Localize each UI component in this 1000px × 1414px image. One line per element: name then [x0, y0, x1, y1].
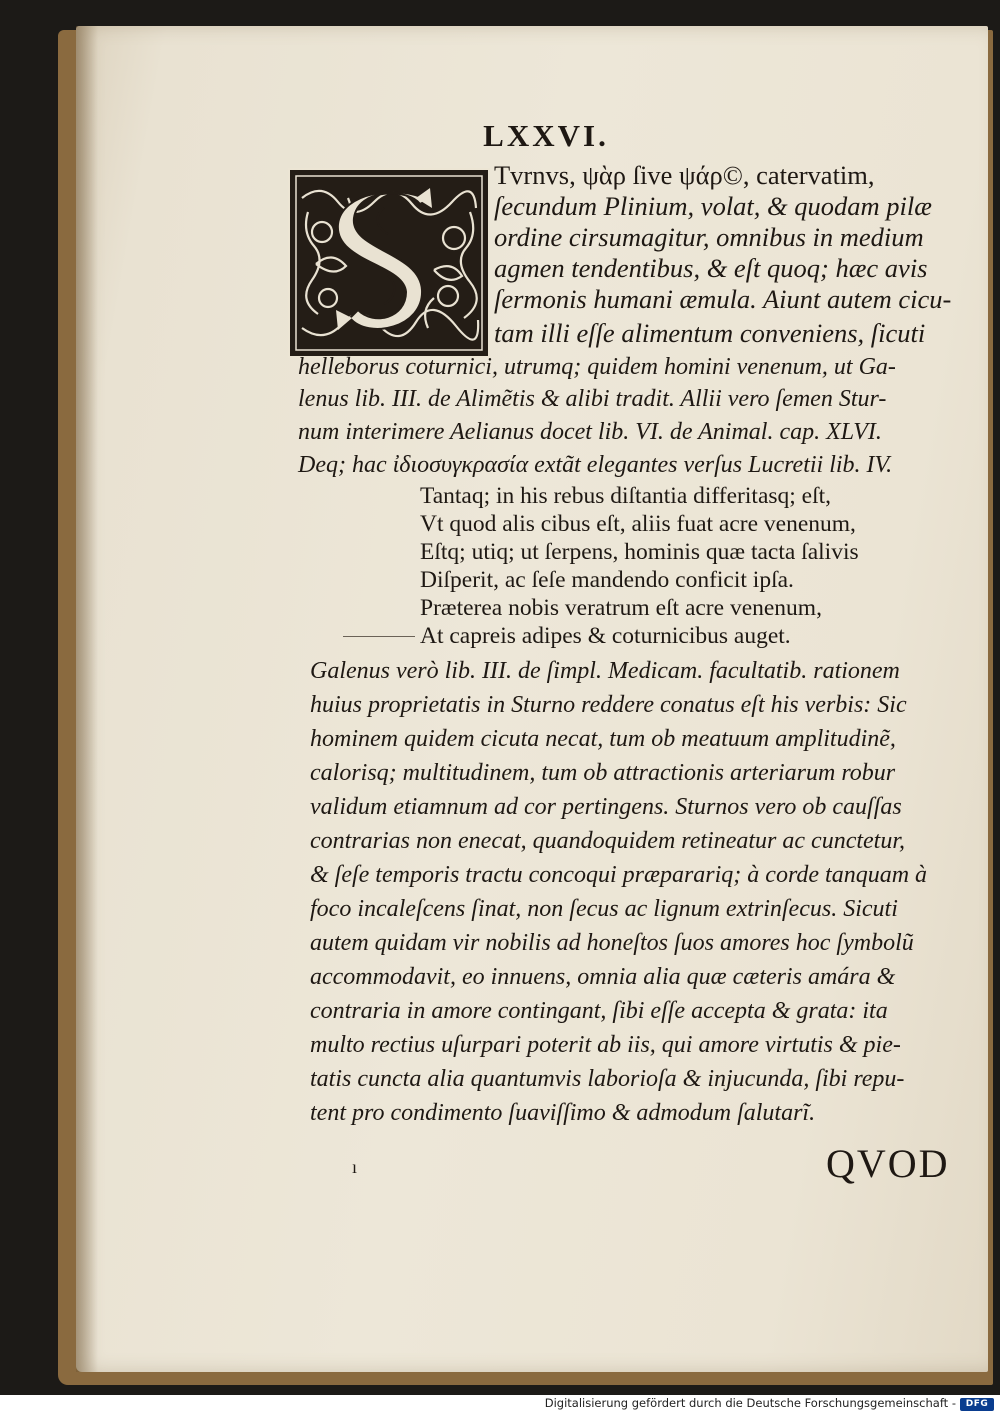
funding-credit: Digitalisierung gefördert durch die Deutsche Forschungsgemeinschaft - — [544, 1396, 956, 1410]
text-line: ordine cirsumagitur, omnibus in medium — [494, 222, 924, 252]
text-line: autem quidam vir nobilis ad honeſtos ſuos amores hoc ſymbolũ — [310, 930, 914, 956]
verse-line: Tantaq; in his rebus diſtantia differitasq; eſt, — [420, 483, 832, 509]
text-line: ſermonis humani æmula. Aiunt autem cicu- — [494, 284, 952, 314]
text-line: Tvrnvs, ψὰρ ſive ψάρ©, catervatim, — [494, 160, 875, 190]
text-line: & ſeſe temporis tractu concoqui præparariq; à corde tanquam à — [310, 862, 928, 888]
text-line: contraria in amore contingant, ſibi eſſe accepta & grata: ita — [310, 998, 888, 1024]
text-line: foco incaleſcens ſinat, non ſecus ac lignum extrinſecus. Sicuti — [310, 896, 898, 922]
gutter-shadow — [76, 26, 98, 1372]
text-line: tam illi eſſe alimentum conveniens, ſicuti — [494, 318, 926, 348]
text-line: multo rectius uſurpari poterit ab iis, qui amore virtutis & pie- — [310, 1032, 901, 1058]
text-line: tent pro condimento ſuaviſſimo & admodum ſalutarĩ. — [310, 1100, 816, 1126]
text-line: calorisq; multitudinem, tum ob attractionis arteriarum robur — [310, 760, 896, 786]
verse-line: At capreis adipes & coturnicibus auget. — [420, 623, 791, 649]
text-line: Galenus verò lib. III. de ſimpl. Medicam. facultatib. rationem — [310, 658, 900, 684]
margin-rule — [343, 636, 415, 637]
verse-line: Eſtq; utiq; ut ſerpens, hominis quæ tacta ſalivis — [420, 539, 859, 565]
text-line: Deq; hac ἰδιοσυγκρασία extãt elegantes verſus Lucretii lib. IV. — [298, 452, 893, 478]
page-number: LXXVI. — [483, 118, 609, 153]
text-line: contrarias non enecat, quandoquidem retineatur ac cunctetur, — [310, 828, 906, 854]
dfg-logo-icon[interactable]: DFG — [960, 1398, 994, 1411]
decorated-initial-s-icon — [288, 168, 490, 358]
text-line: validum etiamnum ad cor pertingens. Sturnos vero ob cauſſas — [310, 794, 902, 820]
text-line: num interimere Aelianus docet lib. VI. de Animal. cap. XLVI. — [298, 419, 882, 445]
text-line: helleborus coturnici, utrumq; quidem homini venenum, ut Ga- — [298, 354, 896, 380]
verse-line: Diſperit, ac ſeſe mandendo conficit ipſa. — [420, 567, 794, 593]
text-line: agmen tendentibus, & eſt quoq; hæc avis — [494, 253, 928, 283]
verse-line: Præterea nobis veratrum eſt acre venenum, — [420, 595, 822, 621]
text-line: huius proprietatis in Sturno reddere conatus eſt his verbis: Sic — [310, 692, 907, 718]
verse-line: Vt quod alis cibus eſt, aliis fuat acre venenum, — [420, 511, 856, 537]
footer-bar — [0, 1395, 1000, 1414]
catchword: QVOD — [826, 1141, 950, 1186]
text-line: accommodavit, eo innuens, omnia alia quæ cæteris amára & — [310, 964, 896, 990]
text-line: tatis cuncta alia quantumvis laborioſa & injucunda, ſibi repu- — [310, 1066, 905, 1092]
ink-speck: ı — [352, 1157, 358, 1177]
text-line: ſecundum Plinium, volat, & quodam pilæ — [494, 191, 932, 221]
text-line: lenus lib. III. de Alimẽtis & alibi tradit. Allii vero ſemen Stur- — [298, 386, 887, 412]
text-line: hominem quidem cicuta necat, tum ob meatuum amplitudinẽ, — [310, 726, 896, 752]
